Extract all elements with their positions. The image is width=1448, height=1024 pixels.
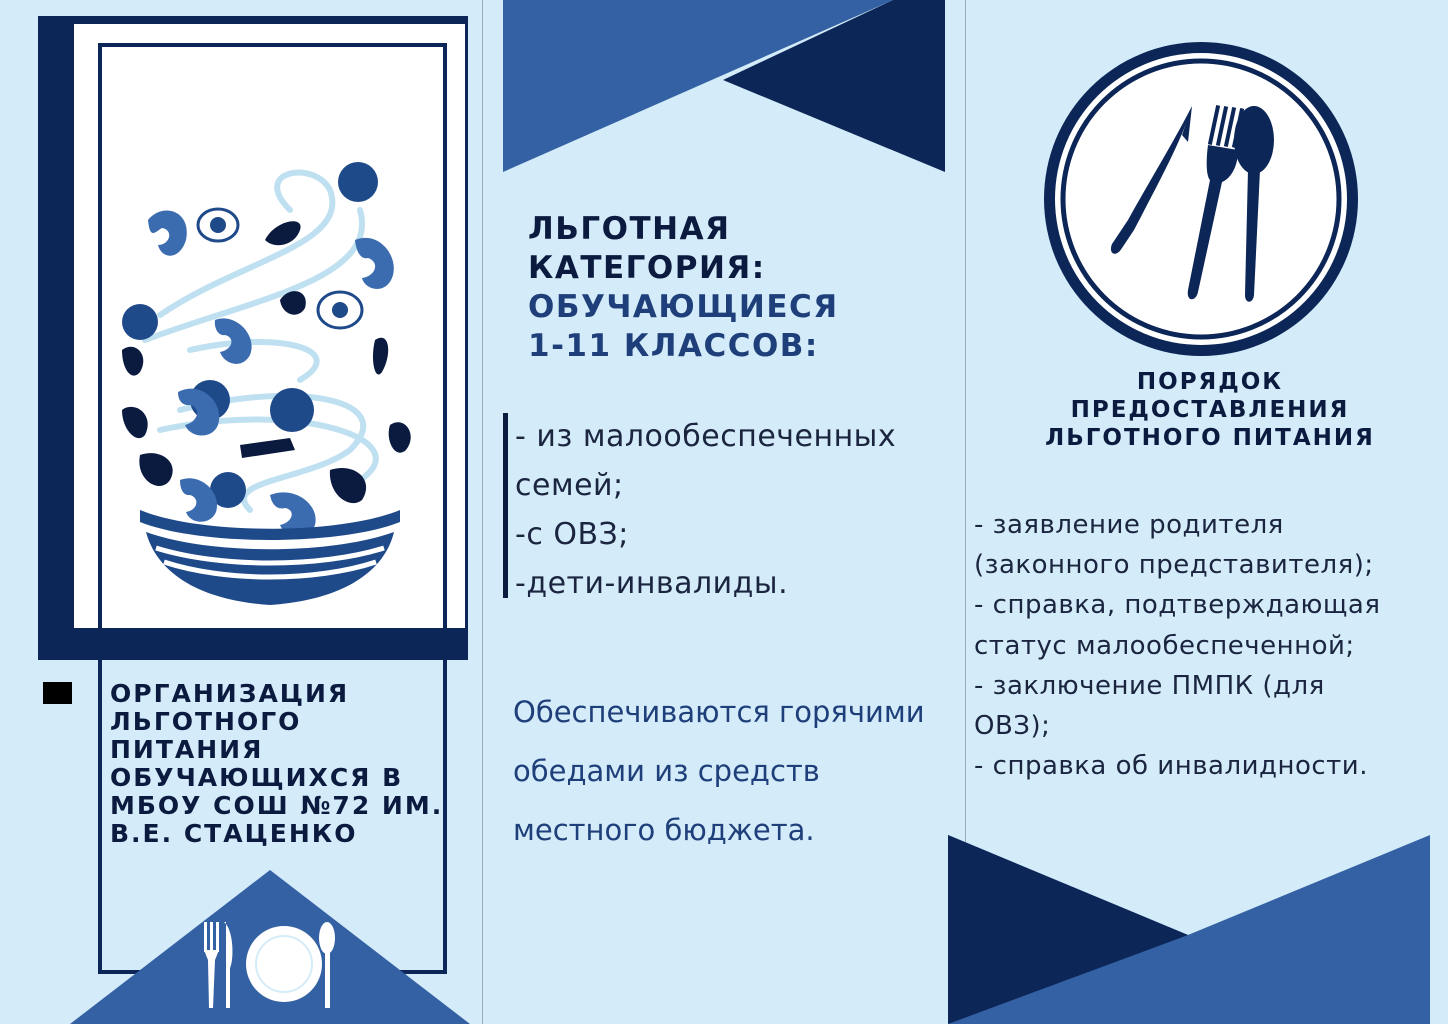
list-item: (законного представителя);: [974, 550, 1374, 581]
list-item: - справка об инвалидности.: [974, 751, 1368, 782]
heading-line: КАТЕГОРИЯ:: [528, 250, 766, 286]
heading-line: ОБУЧАЮЩИЕСЯ: [528, 289, 839, 325]
documents-list: [974, 505, 1439, 786]
list-accent-bar: [503, 413, 508, 598]
list-item: - заявление родителя: [974, 510, 1284, 540]
category-heading: [528, 210, 839, 366]
procedure-heading: ПОРЯДОК ПРЕДОСТАВЛЕНИЯ ЛЬГОТНОГО ПИТАНИЯ: [1045, 369, 1375, 451]
top-triangles-decor: [503, 0, 945, 172]
list-item: -с ОВЗ;: [515, 517, 629, 552]
heading-line: ЛЬГОТНАЯ: [528, 211, 731, 247]
list-item: - справка, подтверждающая: [974, 590, 1381, 621]
brochure-title: ОРГАНИЗАЦИЯ ЛЬГОТНОГО ПИТАНИЯ ОБУЧАЮЩИХСЯ В МБОУ СОШ №72 ИМ. В.Е. СТАЦЕНКО: [110, 679, 444, 848]
list-item: - заключение ПМПК (для: [974, 670, 1325, 701]
knife-fork-spoon-icon: [1042, 40, 1360, 358]
funding-note: Обеспечиваются горячими обедами из средств местного бюджета.: [513, 695, 925, 847]
salad-bowl-illustration: [100, 150, 440, 620]
list-item: статус малообеспеченной;: [974, 630, 1355, 661]
cutlery-plate-icon: [200, 920, 345, 1010]
square-bullet: [43, 682, 72, 704]
category-list: [515, 412, 896, 608]
bottom-triangles-decor: [948, 835, 1430, 1024]
fold-line-left: [482, 0, 483, 1024]
list-item: семей;: [515, 468, 624, 503]
list-item: ОВЗ);: [974, 711, 1051, 742]
heading-line: 1-11 КЛАССОВ:: [528, 328, 819, 364]
list-item: - из малообеспеченных: [515, 419, 897, 454]
list-item: -дети-инвалиды.: [515, 566, 789, 601]
